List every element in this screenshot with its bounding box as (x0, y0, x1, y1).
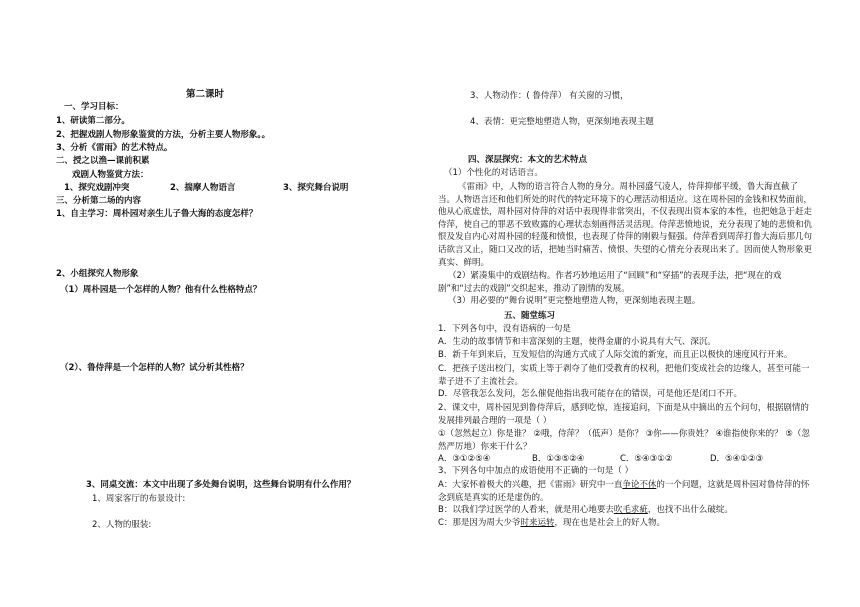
option-text: 的一个问题，这就是周朴园对鲁侍萍的怀念到底是真实的还是虚伪的。 (438, 480, 810, 503)
objective-item: 1、研读第二部分。 (56, 116, 130, 126)
method-item: 3、探究舞台说明 (283, 183, 349, 193)
stage-direction-item: 3、人物动作：( 鲁侍萍） 有关窗的习惯， (470, 91, 629, 101)
question-2a: （1）周朴园是一个怎样的人物？他有什么性格特点？ (60, 285, 262, 295)
underlined-idiom: 争论不休 (622, 480, 657, 490)
objective-item: 2、把握戏剧人物形象鉴赏的方法，分析主要人物形象。。 (56, 130, 271, 140)
exercise-3-option-c (438, 518, 665, 529)
stage-direction-item: 1、周家客厅的布景设计: (92, 494, 186, 504)
question-3: 3、同桌交流：本文中出现了多处舞台说明，这些舞台说明有什么作用？ (86, 480, 356, 490)
section-4-heading: 四、深层探究：本文的艺术特点 (468, 155, 588, 165)
underlined-idiom: 时来运转 (520, 518, 555, 528)
option-text: C：那是因为周大少爷 (438, 518, 521, 528)
section-3-heading: 三、分析第二场的内容 (56, 196, 142, 206)
exercise-2-option: A．③①②⑤④ (438, 454, 491, 464)
exercise-1-option-c: C．把孩子送出校门，实质上等于剥夺了他们受教育的权利，把他们变成社会的边缘人，甚至可能一辈子进不了主流社会。 (438, 364, 810, 387)
method-item: 2、揣摩人物语言 (170, 183, 236, 193)
question-2: 2、小组探究人物形象 (56, 269, 139, 279)
objective-item: 3、分析《雷雨》的艺术特点。 (56, 143, 173, 153)
feature-3-body: （3）用必要的“舞台说明”更完整地塑造人物，更深刻地表现主题。 (448, 296, 701, 306)
lesson-title: 第二课时 (186, 89, 225, 100)
option-text: ，也找不出什么破绽。 (647, 505, 733, 515)
exercise-1-stem: 1．下列各句中，没有语病的一句是 (438, 324, 571, 334)
exercise-3-option-a (438, 479, 814, 504)
option-text: B：以我们学过医学的人看来，就是用心地要去 (438, 505, 614, 515)
section-1-heading: 一、学习目标： (64, 102, 124, 112)
section-5-heading: 五、随堂练习 (504, 311, 556, 321)
exercise-2-sentences: ①（忽然起立）你是谁？ ②哦，侍萍？（低声）是你？ ③你——你贵姓？ ④谁指使你来的？ ⑤（忽然严厉地）你来干什么？ (438, 429, 810, 452)
exercise-3-stem: 3、下列各句中加点的成语使用不正确的一句是（ ） (438, 466, 634, 476)
exercise-2-option: C．⑤④③①② (620, 454, 673, 464)
question-2b: （2）、鲁侍萍是一个怎样的人物？试分析其性格？ (60, 363, 249, 373)
section-2-heading: 二、授之以渔—课前积累 (56, 156, 150, 166)
stage-direction-item: 4、表情：更完整地塑造人物，更深刻地表现主题 (470, 117, 654, 127)
feature-1-body: 《雷雨》中，人物的语言符合人物的身分。周朴园盛气凌人，侍萍抑郁平缓，鲁大海直截了当。人物语言还和他们所处的时代的特定环境下的心理活动相适应。这在周朴园的金钱和权势面前，他从心底虚怯，周朴园对侍萍的对话中表现得非常突出，不仅表现出资本家的本性，也把她急于赶走侍萍，使自己的罪恶不致败露的心理状态刻画得活灵活现。侍萍悲愤地说，充分表现了她的悲愤和仇恨及发自内心对周朴园的轻蔑和愤恨，也表现了侍萍的刚毅与倔强。侍萍看到周萍打鲁大海后那几句话欲言又止，随口又改的话，把她当时痛苦、愤恨、失望的心情充分表现出来了。因而使人物形象更真实、鲜明。 (438, 182, 813, 268)
stage-direction-item: 2、人物的服装: (92, 520, 152, 530)
feature-2-body: （2）紧凑集中的戏剧结构。作者巧妙地运用了“回顾”和“穿插”的表现手法，把“现在的戏剧”和“过去的戏剧”交织起来，推动了剧情的发展。 (438, 271, 782, 294)
feature-1-title: （1）个性化的对话语言。 (444, 168, 543, 178)
option-text: A：大家怀着极大的兴趣，把《雷雨》研究中一直 (438, 480, 623, 490)
exercise-2-option: B．①③⑤②④ (532, 454, 585, 464)
question-1: 1、自主学习：周朴园对亲生儿子鲁大海的态度怎样？ (56, 209, 258, 219)
method-subheading: 戏剧人物鉴赏方法： (72, 170, 149, 180)
option-text: ，现在也是社会上的好人物。 (554, 518, 665, 528)
exercise-2-stem: 2、课文中，周朴园见到鲁侍萍后，感到吃惊，连接追问，下面是从中摘出的五个问句，根据剧情的发展排列最合理的一项是（ ） (438, 403, 809, 426)
method-item: 1、探究戏剧冲突 (64, 183, 130, 193)
exercise-1-option-a: A．生动的故事情节和丰富深刻的主题，使得金庸的小说具有大气、深沉。 (438, 337, 716, 347)
underlined-idiom: 吹毛求疵 (613, 505, 648, 515)
exercise-1-option-d: D．尽管我怎么发问，怎么催促他指出我可能存在的错误，可是他还是闭口不开。 (438, 389, 743, 399)
exercise-1-option-b: B．新千年到来后，互发短信的沟通方式成了人际交流的新宠，而且正以极快的速度风行开来。 (438, 350, 793, 360)
exercise-3-option-b (438, 505, 733, 516)
exercise-2-option: D．⑤④①②③ (710, 454, 764, 464)
